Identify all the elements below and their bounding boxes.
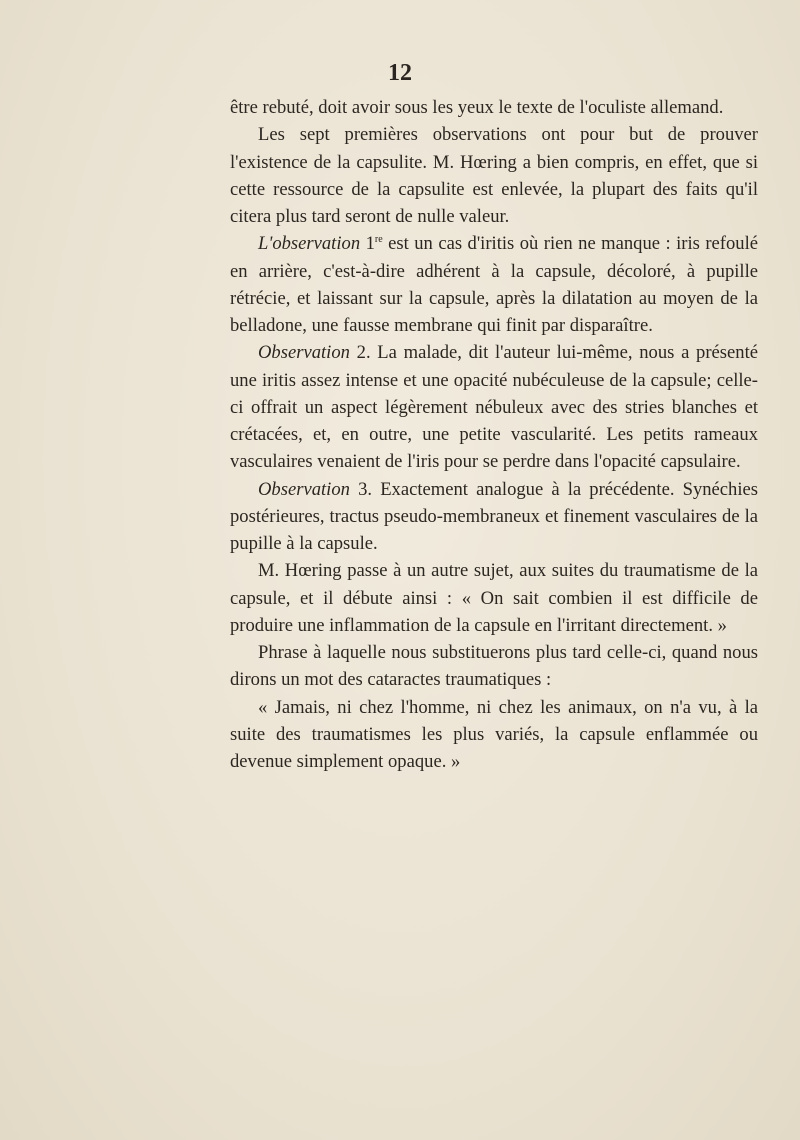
observation-lead: Observation: [258, 342, 350, 364]
observation-number: 1: [365, 233, 375, 255]
paragraph-text: Phrase à laquelle nous substituerons plus tard celle-ci, quand nous dirons un mot des cataractes traumatiques :: [230, 642, 758, 691]
paragraph: [230, 230, 758, 339]
paragraph-text: Les sept premières observations ont pour but de prouver l'existence de la capsulite. M. Hœring a bien compris, en effet, que si cette ressource de la capsulite est enlevée, la plupart des faits qu'il citera plus tard seront de nulle valeur.: [230, 124, 758, 227]
paragraph-text: M. Hœring passe à un autre sujet, aux suites du traumatisme de la capsule, et il débute ainsi : « On sait combien il est difficile de produire une inflammation de la capsule en l'irritant directement. »: [230, 560, 758, 636]
observation-lead: L'observation: [258, 233, 361, 255]
paragraph: [230, 121, 758, 230]
paragraph: [230, 339, 758, 475]
ordinal-superscript: re: [374, 234, 383, 246]
observation-lead: Observation: [258, 478, 350, 500]
paragraph: [230, 694, 758, 776]
paragraph-text: est un cas d'iritis où rien ne manque : iris refoulé en arrière, c'est-à-dire adhérent à la capsule, décoloré, à pupille rétrécie, et laissant sur la capsule, après la dilatation au moyen de la belladone, une fausse membrane qui finit par disparaître.: [230, 233, 758, 336]
page-number: 12: [388, 60, 412, 86]
observation-number: 2.: [356, 342, 371, 364]
paragraph: [230, 557, 758, 639]
paragraph: [230, 476, 758, 558]
paragraph: [230, 94, 758, 121]
observation-number: 3.: [358, 478, 373, 500]
paragraph-text: Exactement analogue à la précédente. Synéchies postérieures, tractus pseudo-membraneux et finement vasculaires de la pupille à la capsule.: [230, 478, 759, 554]
paragraph-text: être rebuté, doit avoir sous les yeux le texte de l'oculiste allemand.: [230, 97, 724, 118]
paragraph-text: « Jamais, ni chez l'homme, ni chez les animaux, on n'a vu, à la suite des traumatismes les plus variés, la capsule enflammée ou devenue simplement opaque. »: [230, 696, 758, 772]
paragraph: [230, 639, 758, 694]
body-text: [230, 94, 758, 775]
paragraph-text: La malade, dit l'auteur lui-même, nous a présenté une iritis assez intense et une opacité nubéculeuse de la capsule; celle-ci offrait un aspect légèrement nébuleux avec des stries blanches et crétacées, et, en outre, une petite vascularité. Les petits rameaux vasculaires venaient de l'iris pour se perdre dans l'opacité capsulaire.: [230, 342, 758, 473]
